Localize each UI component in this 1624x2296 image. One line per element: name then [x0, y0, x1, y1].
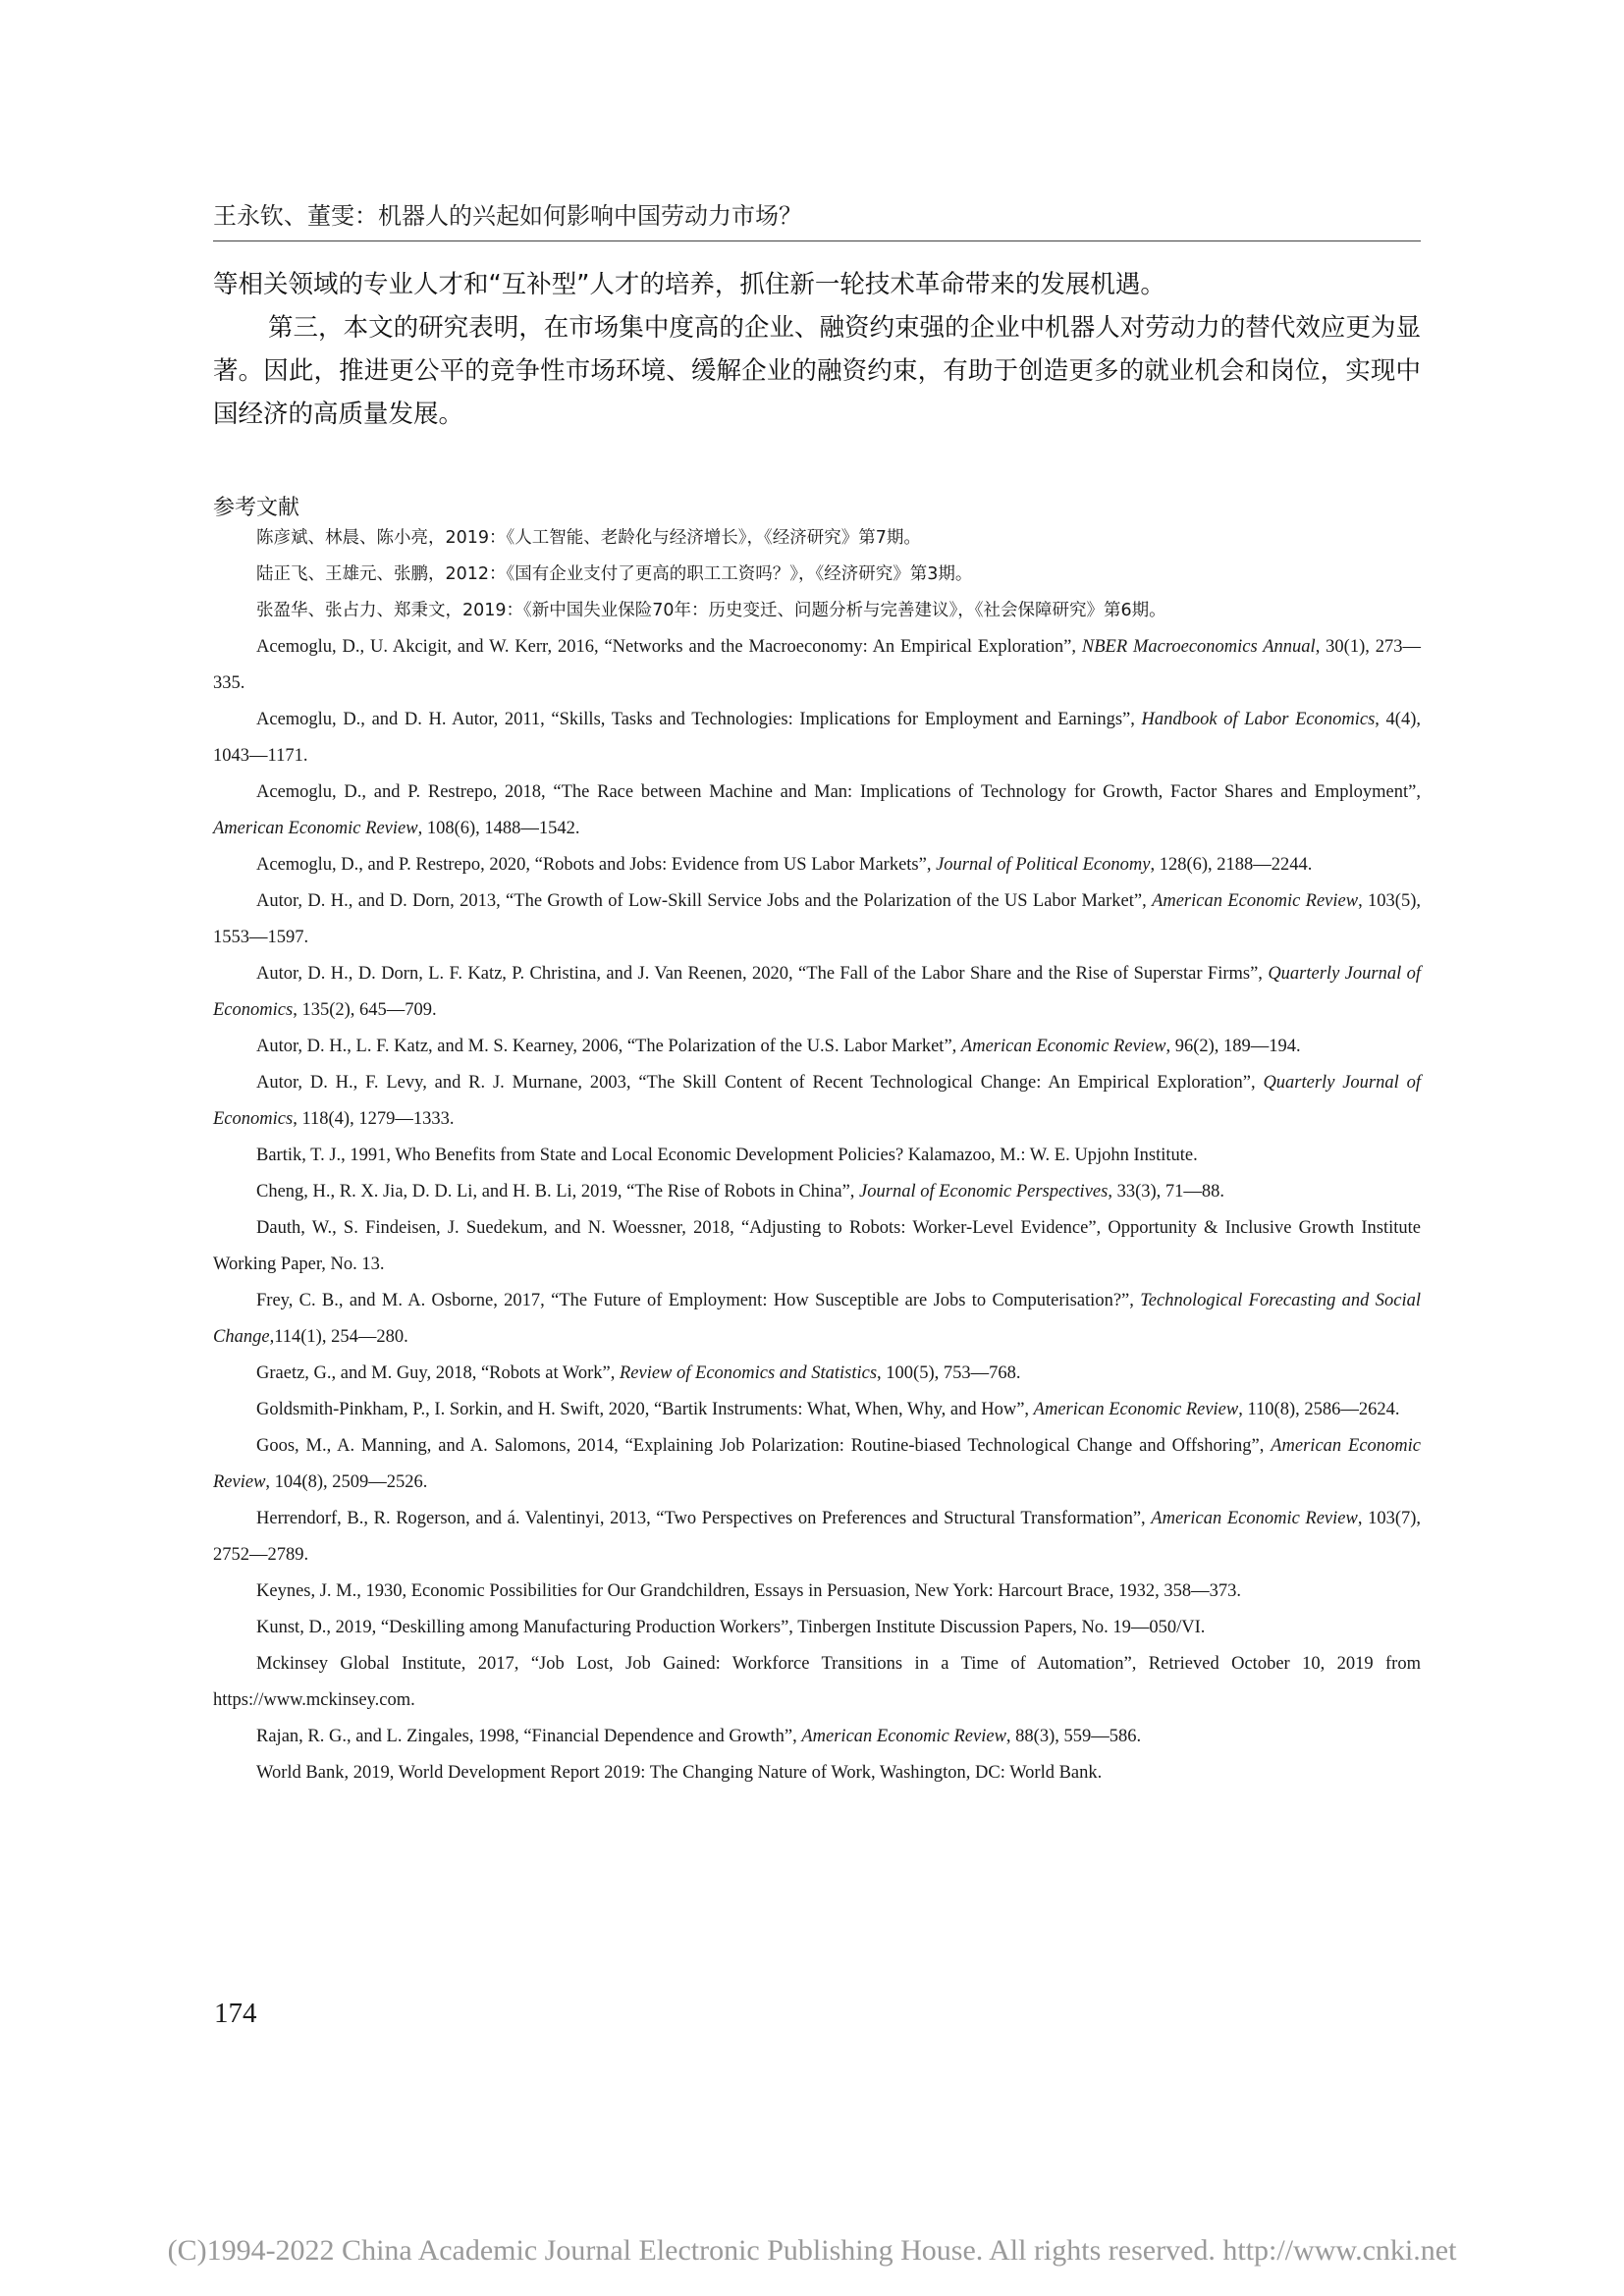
- header-rule: [213, 240, 1421, 241]
- reference-text: Kunst, D., 2019, “Deskilling among Manufacturing Production Workers”, Tinbergen Institute Discussion Papers, No. 19—050/VI.: [256, 1618, 1206, 1637]
- reference-entry: [213, 883, 1421, 956]
- reference-details: , 96(2), 189—194.: [1165, 1037, 1301, 1056]
- reference-details: , 135(2), 645—709.: [293, 1000, 437, 1020]
- reference-text: Acemoglu, D., and D. H. Autor, 2011, “Skills, Tasks and Technologies: Implications for Employment and Earnings”,: [256, 710, 1142, 729]
- reference-entry: [213, 1646, 1421, 1719]
- reference-journal: American Economic Review: [1152, 891, 1359, 911]
- reference-text: Herrendorf, B., R. Rogerson, and á. Valentinyi, 2013, “Two Perspectives on Preferences and Structural Transformation”,: [256, 1509, 1152, 1528]
- reference-journal: American Economic Review: [1151, 1509, 1358, 1528]
- reference-entry: [213, 1501, 1421, 1574]
- reference-journal: Technological Forecasting and Social Change: [213, 1291, 1421, 1347]
- reference-entry: [213, 702, 1421, 774]
- reference-text: Autor, D. H., and D. Dorn, 2013, “The Growth of Low-Skill Service Jobs and the Polarization of the US Labor Market”,: [256, 891, 1153, 911]
- reference-details: , 4(4), 1043—1171.: [213, 710, 1422, 766]
- reference-entry: [213, 1574, 1421, 1610]
- reference-entry: [213, 593, 1421, 629]
- reference-details: , 100(5), 753—768.: [877, 1363, 1021, 1383]
- reference-entry: [213, 1755, 1421, 1791]
- reference-entry: [213, 774, 1421, 847]
- reference-journal: Journal of Economic Perspectives: [859, 1182, 1109, 1201]
- reference-journal: American Economic Review: [1033, 1400, 1239, 1419]
- reference-entry: [213, 1283, 1421, 1356]
- reference-journal: Handbook of Labor Economics: [1141, 710, 1376, 729]
- reference-details: , 118(4), 1279—1333.: [293, 1109, 455, 1129]
- reference-details: , 30(1), 273—335.: [213, 637, 1421, 693]
- reference-details: , 103(5), 1553—1597.: [213, 891, 1421, 947]
- reference-text: Bartik, T. J., 1991, Who Benefits from State and Local Economic Development Policies? Kalamazoo, M.: W. E. Upjohn Institute.: [256, 1146, 1198, 1165]
- body-text: [213, 263, 1421, 436]
- reference-entry: [213, 1138, 1421, 1174]
- reference-details: , 108(6), 1488—1542.: [417, 819, 580, 838]
- copyright-footer: (C)1994-2022 China Academic Journal Electronic Publishing House. All rights reserved. http://www.cnki.net: [167, 2234, 1457, 2267]
- reference-details: , 128(6), 2188—2244.: [1150, 855, 1313, 875]
- reference-journal: NBER Macroeconomics Annual: [1081, 637, 1316, 657]
- reference-text: Goos, M., A. Manning, and A. Salomons, 2014, “Explaining Job Polarization: Routine-biased Technological Change and Offshoring”,: [256, 1436, 1272, 1456]
- reference-entry: [213, 1174, 1421, 1210]
- reference-details: ,114(1), 254—280.: [269, 1327, 408, 1347]
- reference-journal: American Economic Review: [801, 1727, 1006, 1746]
- reference-details: , 104(8), 2509—2526.: [265, 1472, 428, 1492]
- reference-entry: [213, 1428, 1421, 1501]
- reference-text: Goldsmith-Pinkham, P., I. Sorkin, and H. Swift, 2020, “Bartik Instruments: What, When, Why, and How”,: [256, 1400, 1034, 1419]
- reference-text: 陆正飞、王雄元、张鹏，2012：《国有企业支付了更高的职工工资吗？》，《经济研究》第3期。: [256, 564, 973, 584]
- reference-entry: [213, 847, 1421, 883]
- reference-text: Rajan, R. G., and L. Zingales, 1998, “Financial Dependence and Growth”,: [256, 1727, 802, 1746]
- reference-journal: American Economic Review: [213, 1436, 1421, 1492]
- body-paragraph: 等相关领域的专业人才和“互补型”人才的培养，抓住新一轮技术革命带来的发展机遇。: [213, 270, 1165, 299]
- reference-journal: Quarterly Journal of Economics: [213, 1073, 1421, 1129]
- reference-text: Acemoglu, D., and P. Restrepo, 2020, “Robots and Jobs: Evidence from US Labor Markets”,: [256, 855, 937, 875]
- reference-entry: [213, 557, 1421, 593]
- reference-text: Autor, D. H., L. F. Katz, and M. S. Kearney, 2006, “The Polarization of the U.S. Labor Market”,: [256, 1037, 961, 1056]
- reference-journal: American Economic Review: [960, 1037, 1166, 1056]
- reference-journal: American Economic Review: [213, 819, 418, 838]
- reference-text: Acemoglu, D., U. Akcigit, and W. Kerr, 2016, “Networks and the Macroeconomy: An Empirical Exploration”,: [256, 637, 1082, 657]
- reference-journal: Journal of Political Economy: [936, 855, 1151, 875]
- reference-entry: [213, 629, 1421, 702]
- reference-text: Mckinsey Global Institute, 2017, “Job Lost, Job Gained: Workforce Transitions in a Time of Automation”, Retrieved October 10, 2019 from https://www.mckinsey.com.: [213, 1654, 1421, 1710]
- reference-journal: Review of Economics and Statistics: [619, 1363, 878, 1383]
- reference-text: Autor, D. H., F. Levy, and R. J. Murnane, 2003, “The Skill Content of Recent Technological Change: An Empirical Exploration”,: [256, 1073, 1264, 1093]
- reference-text: Dauth, W., S. Findeisen, J. Suedekum, and N. Woessner, 2018, “Adjusting to Robots: Worker-Level Evidence”, Opportunity & Inclusive Growth Institute Working Paper, No. 13.: [213, 1218, 1421, 1274]
- reference-entry: [213, 1610, 1421, 1646]
- reference-text: Graetz, G., and M. Guy, 2018, “Robots at Work”,: [256, 1363, 620, 1383]
- reference-entry: [213, 1392, 1421, 1428]
- reference-text: 陈彦斌、林晨、陈小亮，2019：《人工智能、老龄化与经济增长》，《经济研究》第7期。: [256, 528, 921, 548]
- reference-details: , 110(8), 2586—2624.: [1238, 1400, 1400, 1419]
- reference-list: [213, 520, 1421, 1791]
- reference-entry: [213, 956, 1421, 1029]
- reference-entry: [213, 1065, 1421, 1138]
- reference-text: Acemoglu, D., and P. Restrepo, 2018, “The Race between Machine and Man: Implications of Technology for Growth, Factor Shares and Employment”,: [256, 782, 1421, 802]
- page-number: 174: [214, 1998, 257, 2029]
- reference-journal: Quarterly Journal of Economics: [213, 964, 1421, 1020]
- reference-details: , 33(3), 71—88.: [1108, 1182, 1225, 1201]
- reference-text: 张盈华、张占力、郑秉文，2019：《新中国失业保险70年：历史变迁、问题分析与完善建议》，《社会保障研究》第6期。: [256, 601, 1166, 620]
- reference-text: Frey, C. B., and M. A. Osborne, 2017, “The Future of Employment: How Susceptible are Jobs to Computerisation?”,: [256, 1291, 1141, 1310]
- reference-entry: [213, 1719, 1421, 1755]
- body-paragraph: 第三，本文的研究表明，在市场集中度高的企业、融资约束强的企业中机器人对劳动力的替代效应更为显著。因此，推进更公平的竞争性市场环境、缓解企业的融资约束，有助于创造更多的就业机会和岗位，实现中国经济的高质量发展。: [213, 313, 1421, 429]
- reference-details: , 88(3), 559—586.: [1005, 1727, 1142, 1746]
- reference-text: Keynes, J. M., 1930, Economic Possibilities for Our Grandchildren, Essays in Persuasion, New York: Harcourt Brace, 1932, 358—373.: [256, 1581, 1241, 1601]
- reference-text: Autor, D. H., D. Dorn, L. F. Katz, P. Christina, and J. Van Reenen, 2020, “The Fall of the Labor Share and the Rise of Superstar Firms”,: [256, 964, 1269, 984]
- reference-entry: [213, 1356, 1421, 1392]
- running-head: 王永钦、董雯：机器人的兴起如何影响中国劳动力市场？: [213, 202, 802, 230]
- reference-entry: [213, 520, 1421, 557]
- reference-entry: [213, 1210, 1421, 1283]
- reference-text: Cheng, H., R. X. Jia, D. D. Li, and H. B. Li, 2019, “The Rise of Robots in China”,: [256, 1182, 860, 1201]
- references-heading: 参考文献: [213, 496, 300, 520]
- reference-entry: [213, 1029, 1421, 1065]
- reference-details: , 103(7), 2752—2789.: [213, 1509, 1422, 1565]
- reference-text: World Bank, 2019, World Development Report 2019: The Changing Nature of Work, Washington, DC: World Bank.: [256, 1763, 1103, 1783]
